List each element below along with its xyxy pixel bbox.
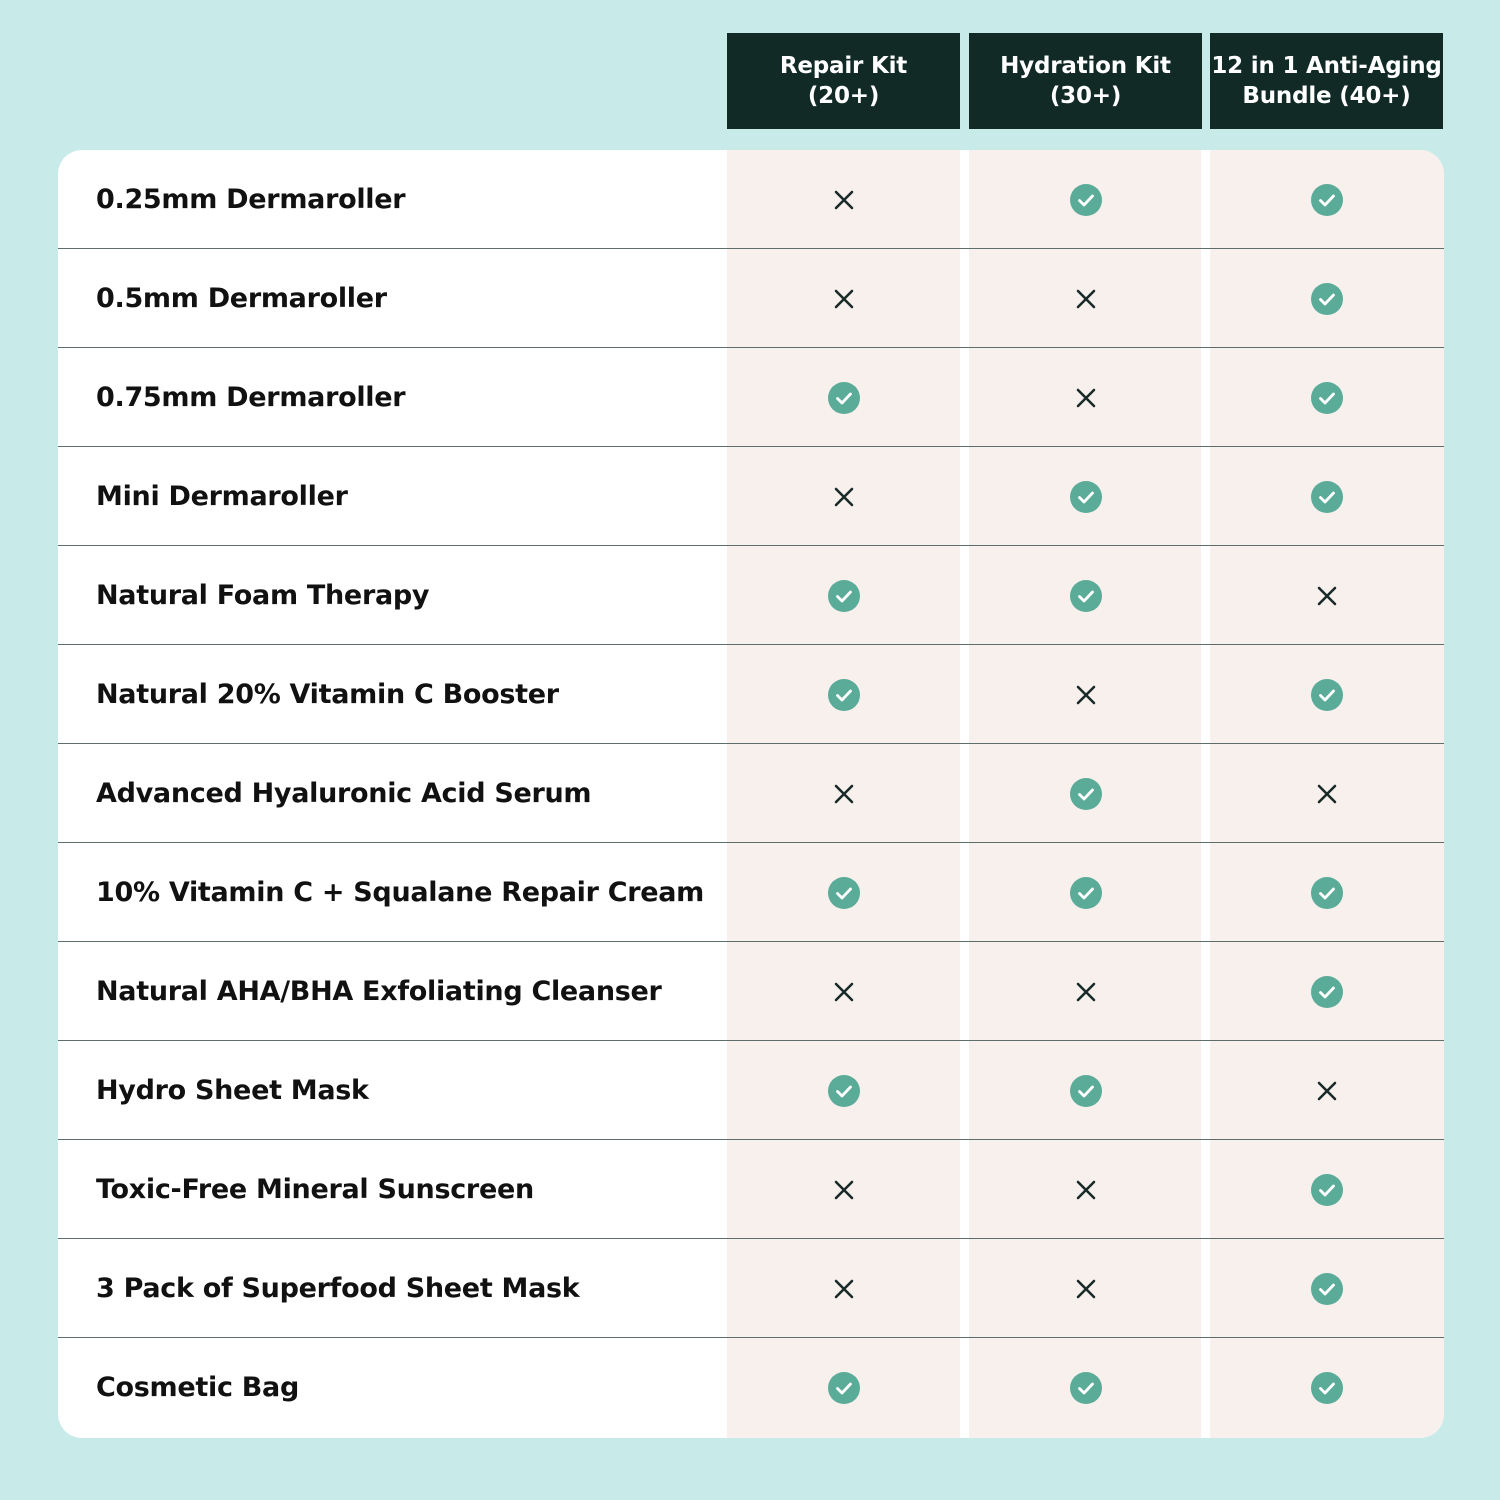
table-row: [58, 1239, 1444, 1338]
table-row: [58, 1041, 1444, 1140]
table-row: [58, 1338, 1444, 1437]
x-icon: [969, 249, 1202, 348]
x-icon: [1210, 1041, 1443, 1140]
check-circle-icon: [727, 546, 960, 645]
x-icon: [727, 1140, 960, 1239]
check-circle-icon: [1210, 843, 1443, 942]
column-header-line2: Bundle (40+): [1242, 83, 1411, 109]
column-header-line1: Hydration Kit: [1000, 53, 1171, 79]
check-circle-icon: [727, 645, 960, 744]
x-icon: [727, 942, 960, 1041]
comparison-table: [58, 150, 1444, 1438]
table-row: [58, 447, 1444, 546]
x-icon: [1210, 546, 1443, 645]
row-label: 0.75mm Dermaroller: [96, 382, 406, 413]
check-circle-icon: [969, 1338, 1202, 1437]
table-row: [58, 645, 1444, 744]
column-header-line1: 12 in 1 Anti-Aging: [1211, 53, 1442, 79]
table-row: [58, 1140, 1444, 1239]
x-icon: [969, 1239, 1202, 1338]
check-circle-icon: [969, 1041, 1202, 1140]
check-circle-icon: [969, 843, 1202, 942]
row-label: Hydro Sheet Mask: [96, 1075, 369, 1106]
row-label: Natural Foam Therapy: [96, 580, 430, 611]
check-circle-icon: [727, 1041, 960, 1140]
check-circle-icon: [1210, 150, 1443, 249]
x-icon: [969, 1140, 1202, 1239]
check-circle-icon: [1210, 348, 1443, 447]
row-label: Mini Dermaroller: [96, 481, 348, 512]
row-label: Natural 20% Vitamin C Booster: [96, 679, 559, 710]
check-circle-icon: [1210, 1338, 1443, 1437]
table-row: [58, 348, 1444, 447]
check-circle-icon: [969, 447, 1202, 546]
table-row: [58, 744, 1444, 843]
table-row: [58, 942, 1444, 1041]
column-header-repair-kit: [727, 33, 960, 129]
x-icon: [727, 249, 960, 348]
x-icon: [969, 942, 1202, 1041]
x-icon: [727, 150, 960, 249]
check-circle-icon: [1210, 249, 1443, 348]
check-circle-icon: [1210, 1140, 1443, 1239]
row-label: Toxic-Free Mineral Sunscreen: [96, 1174, 534, 1205]
row-label: Natural AHA/BHA Exfoliating Cleanser: [96, 976, 662, 1007]
x-icon: [727, 447, 960, 546]
table-row: [58, 150, 1444, 249]
check-circle-icon: [1210, 447, 1443, 546]
x-icon: [727, 1239, 960, 1338]
check-circle-icon: [1210, 645, 1443, 744]
check-circle-icon: [969, 150, 1202, 249]
column-header-hydration-kit: [969, 33, 1202, 129]
table-row: [58, 843, 1444, 942]
column-header-line2: (30+): [1049, 83, 1122, 109]
x-icon: [969, 645, 1202, 744]
column-header-line1: Repair Kit: [779, 53, 908, 79]
table-row: [58, 249, 1444, 348]
row-label: Cosmetic Bag: [96, 1372, 299, 1403]
x-icon: [727, 744, 960, 843]
check-circle-icon: [969, 546, 1202, 645]
check-circle-icon: [969, 744, 1202, 843]
check-circle-icon: [727, 1338, 960, 1437]
row-label: 10% Vitamin C + Squalane Repair Cream: [96, 877, 705, 908]
check-circle-icon: [727, 348, 960, 447]
row-label: 3 Pack of Superfood Sheet Mask: [96, 1273, 580, 1304]
row-label: Advanced Hyaluronic Acid Serum: [96, 778, 592, 809]
row-label: 0.25mm Dermaroller: [96, 184, 406, 215]
column-header-line2: (20+): [807, 83, 880, 109]
check-circle-icon: [1210, 1239, 1443, 1338]
check-circle-icon: [727, 843, 960, 942]
column-header-anti-aging-bundle: [1210, 33, 1443, 129]
x-icon: [1210, 744, 1443, 843]
check-circle-icon: [1210, 942, 1443, 1041]
table-row: [58, 546, 1444, 645]
row-label: 0.5mm Dermaroller: [96, 283, 387, 314]
x-icon: [969, 348, 1202, 447]
